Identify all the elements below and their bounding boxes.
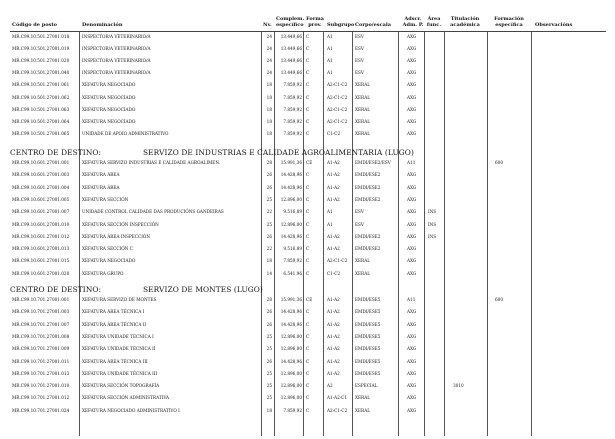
cell-complem: 12.896,00 xyxy=(280,333,302,339)
table-row xyxy=(0,82,615,91)
cell-corpo: EMDI/ESE5 xyxy=(355,297,381,302)
table-row xyxy=(0,70,615,79)
cell-code: MR.C99.10.601.27001.001 xyxy=(12,160,70,165)
cell-corpo: EMDI/ESE5 xyxy=(355,358,381,364)
cell-subgrupo: A1-A2 xyxy=(327,184,340,190)
cell-denominacion: INSPECTOR/A VETERINARIO/A xyxy=(82,58,151,64)
cell-subgrupo: A1-A2 xyxy=(327,333,340,339)
cell-subgrupo: A2-C1-C2 xyxy=(327,94,348,100)
cell-forma: C xyxy=(306,209,310,215)
cell-subgrupo: A2 xyxy=(327,383,333,389)
cell-complem: 7.859,92 xyxy=(283,106,302,112)
header-area: Área func. xyxy=(426,16,442,28)
cell-adscr: AXG xyxy=(407,309,417,315)
cell-forma: C xyxy=(306,34,310,39)
cell-adscr: AXG xyxy=(407,358,417,364)
cell-adscr: AXG xyxy=(407,130,417,136)
cell-complem: 7.859,92 xyxy=(283,258,302,264)
cell-nv: 25 xyxy=(266,395,272,401)
table-row xyxy=(0,197,615,206)
cell-corpo: EMDI/ESE2 xyxy=(355,172,381,178)
cell-corpo: EMDI/ESE2 xyxy=(355,184,381,190)
table-row xyxy=(0,371,615,380)
cell-code: MR.C99.10.601.27001.010 xyxy=(12,221,70,227)
cell-code: MR.C99.10.601.27001.012 xyxy=(12,233,70,239)
cell-formacion: 600 xyxy=(495,160,503,165)
cell-denominacion: INSPECTOR/A VETERINARIO/A xyxy=(82,70,151,76)
cell-complem: 14.428,96 xyxy=(280,358,302,364)
table-row xyxy=(0,46,615,55)
cell-subgrupo: A1 xyxy=(327,58,333,64)
cell-adscr: AXG xyxy=(407,70,417,76)
cell-code: MR.C99.10.701.27001.012 xyxy=(12,395,70,401)
table-row xyxy=(0,172,615,181)
table-row xyxy=(0,408,615,417)
cell-denominacion: XEFATURA SECCIÓN xyxy=(82,196,129,202)
cell-complem: 12.896,00 xyxy=(280,346,302,352)
cell-forma: C xyxy=(306,370,310,376)
cell-complem: 7.859,92 xyxy=(283,130,302,136)
header-titulacion: Titulación académica xyxy=(450,16,480,28)
cell-corpo: ESV xyxy=(355,58,364,64)
cell-forma: C xyxy=(306,233,310,239)
cell-complem: 6.541,96 xyxy=(283,270,302,276)
cell-nv: 24 xyxy=(266,58,272,64)
cell-denominacion: XEFATURA NEGOCIADO xyxy=(82,94,136,100)
cell-nv: 25 xyxy=(266,346,272,352)
cell-adscr: AXG xyxy=(407,407,417,413)
cell-denominacion: INSPECTOR/A VETERINARIO/A xyxy=(82,46,151,52)
cell-denominacion: XEFATURA NEGOCIADO xyxy=(82,118,136,124)
cell-nv: 18 xyxy=(266,130,272,136)
cell-nv: 18 xyxy=(266,106,272,112)
cell-corpo: XERAL xyxy=(355,106,370,112)
cell-nv: 22 xyxy=(266,209,272,215)
table-row xyxy=(0,334,615,343)
header-subgrupo: Subgrupo xyxy=(327,22,355,28)
cell-complem: 14.428,96 xyxy=(280,184,302,190)
cell-code: MR.C99.10.501.27001.063 xyxy=(12,106,70,112)
cell-forma: C xyxy=(306,46,310,52)
cell-adscr: AXG xyxy=(407,106,417,112)
cell-corpo: EMDI/ESE2 xyxy=(355,196,381,202)
cell-adscr: AXG xyxy=(407,346,417,352)
cell-nv: 25 xyxy=(266,196,272,202)
cell-forma: C xyxy=(306,118,310,124)
cell-corpo: ESV xyxy=(355,221,364,227)
cell-corpo: XERAL xyxy=(355,130,370,136)
header-complem: Complem. específico xyxy=(276,16,305,28)
cell-adscr: AXG xyxy=(407,258,417,264)
cell-code: MR.C99.10.601.27001.013 xyxy=(12,246,70,252)
cell-nv: 26 xyxy=(266,321,272,327)
cell-subgrupo: A1 xyxy=(327,209,333,215)
cell-subgrupo: A1 xyxy=(327,221,333,227)
table-row xyxy=(0,346,615,355)
cell-nv: 25 xyxy=(266,221,272,227)
cell-subgrupo: A1-A2 xyxy=(327,172,340,178)
cell-forma: C xyxy=(306,333,310,339)
header-observacions: Observacións xyxy=(535,22,573,28)
cell-nv: 14 xyxy=(266,270,272,276)
cell-corpo: XERAL xyxy=(355,118,370,124)
cell-complem: 14.428,96 xyxy=(280,172,302,178)
cell-complem: 12.896,00 xyxy=(280,221,302,227)
table-row xyxy=(0,234,615,243)
cell-forma: C xyxy=(306,70,310,76)
cell-denominacion: XEFATURA ÁREA TÉCNICA I xyxy=(82,309,145,315)
cell-subgrupo: A1-A2 xyxy=(327,321,340,327)
table-row xyxy=(0,34,615,43)
section-3-label: CENTRO DE DESTINO: xyxy=(10,285,102,294)
cell-forma: C xyxy=(306,94,310,100)
cell-denominacion: XEFATURA ÁREA xyxy=(82,184,120,190)
cell-nv: 18 xyxy=(266,82,272,88)
table-row xyxy=(0,395,615,404)
cell-subgrupo: A1-A2 xyxy=(327,246,340,252)
cell-code: MR.C99.10.701.27001.024 xyxy=(12,407,70,413)
cell-forma: C xyxy=(306,246,310,252)
cell-corpo: XERAL xyxy=(355,270,370,276)
cell-corpo: XERAL xyxy=(355,395,370,401)
cell-adscr: AXG xyxy=(407,321,417,327)
cell-adscr: AXG xyxy=(407,270,417,276)
header-forma: Forma prov. xyxy=(306,16,324,28)
cell-complem: 13.449,66 xyxy=(280,46,302,52)
cell-denominacion: INSPECTOR/A VETERINARIO/A xyxy=(82,34,151,39)
table-row xyxy=(0,131,615,140)
cell-nv: 25 xyxy=(266,333,272,339)
cell-complem: 15.991,36 xyxy=(280,297,302,302)
cell-code: MR.C99.10.701.27001.007 xyxy=(12,321,70,327)
cell-formacion: 600 xyxy=(495,297,503,302)
cell-denominacion: XEFATURA SERVIZO DE MONTES xyxy=(82,297,157,302)
cell-area: INS xyxy=(428,221,437,227)
cell-adscr: AXG xyxy=(407,82,417,88)
header-adscr: Adscr. Adm. P. xyxy=(402,16,424,28)
cell-denominacion: XEFATURA ÁREA xyxy=(82,172,120,178)
table-row xyxy=(0,246,615,255)
cell-nv: 22 xyxy=(266,246,272,252)
cell-corpo: EMDI/ESE5 xyxy=(355,370,381,376)
cell-forma: CE xyxy=(306,297,313,302)
header-formacion: Formación específica xyxy=(494,16,524,28)
cell-denominacion: XEFATURA NEGOCIADO xyxy=(82,82,136,88)
cell-denominacion: XEFATURA UNIDADE TÉCNICA II xyxy=(82,346,156,352)
cell-complem: 13.449,66 xyxy=(280,34,302,39)
cell-subgrupo: C1-C2 xyxy=(327,270,341,276)
cell-corpo: XERAL xyxy=(355,407,370,413)
cell-corpo: ESPECIAL xyxy=(355,383,378,389)
cell-area: INS xyxy=(428,233,437,239)
cell-adscr: AXG xyxy=(407,209,417,215)
header-denominacion: Denominación xyxy=(82,22,123,28)
cell-forma: C xyxy=(306,346,310,352)
cell-adscr: AXG xyxy=(407,233,417,239)
cell-adscr: AXG xyxy=(407,118,417,124)
cell-code: MR.C99.10.501.27001.064 xyxy=(12,118,70,124)
cell-adscr: AXG xyxy=(407,333,417,339)
table-row xyxy=(0,322,615,331)
cell-code: MR.C99.10.701.27001.003 xyxy=(12,309,70,315)
cell-code: MR.C99.10.501.27001.018 xyxy=(12,34,70,39)
section-2-label: CENTRO DE DESTINO: xyxy=(10,148,102,157)
cell-subgrupo: A2-C1-C2 xyxy=(327,82,348,88)
cell-forma: C xyxy=(306,321,310,327)
cell-forma: C xyxy=(306,196,310,202)
table-row xyxy=(0,297,615,306)
cell-subgrupo: A2-C1-C2 xyxy=(327,106,348,112)
cell-nv: 24 xyxy=(266,70,272,76)
cell-nv: 24 xyxy=(266,46,272,52)
cell-denominacion: XEFATURA ÁREA INSPECCIÓN xyxy=(82,233,151,239)
cell-denominacion: XEFATURA UNIDADE TÉCNICA I xyxy=(82,333,154,339)
table-row xyxy=(0,222,615,231)
cell-subgrupo: A1-A2 xyxy=(327,297,340,302)
cell-code: MR.C99.10.601.27001.015 xyxy=(12,258,70,264)
cell-denominacion: XEFATURA SERVIZO INDUSTRIAS E CALIDADE AGROALIMEN. xyxy=(82,160,221,165)
table-row xyxy=(0,185,615,194)
cell-code: MR.C99.10.701.27001.001 xyxy=(12,297,70,302)
cell-code: MR.C99.10.601.27001.005 xyxy=(12,196,70,202)
cell-adscr: AXG xyxy=(407,196,417,202)
cell-code: MR.C99.10.701.27001.013 xyxy=(12,370,70,376)
cell-denominacion: UNIDADE CONTROL CALIDADE DAS PRODUCIÓNS GANDEIRAS xyxy=(82,209,224,215)
cell-nv: 18 xyxy=(266,94,272,100)
cell-area: INS xyxy=(428,209,437,215)
cell-corpo: EMDI/ESE5 xyxy=(355,309,381,315)
cell-complem: 12.896,00 xyxy=(280,395,302,401)
cell-adscr: AXG xyxy=(407,370,417,376)
cell-denominacion: XEFATURA ÁREA TÉCNICA III xyxy=(82,358,148,364)
cell-complem: 13.449,66 xyxy=(280,70,302,76)
cell-forma: C xyxy=(306,383,310,389)
table-row xyxy=(0,160,615,169)
cell-forma: C xyxy=(306,309,310,315)
cell-code: MR.C99.10.501.27001.040 xyxy=(12,70,70,76)
table-row xyxy=(0,271,615,280)
cell-subgrupo: A1 xyxy=(327,70,333,76)
cell-adscr: AXG xyxy=(407,246,417,252)
cell-forma: C xyxy=(306,407,310,413)
cell-forma: C xyxy=(306,270,310,276)
cell-complem: 12.896,00 xyxy=(280,196,302,202)
cell-nv: 26 xyxy=(266,233,272,239)
cell-nv: 26 xyxy=(266,358,272,364)
cell-complem: 14.428,96 xyxy=(280,309,302,315)
cell-corpo: ESV xyxy=(355,209,364,215)
cell-subgrupo: A2-C1-C2 xyxy=(327,118,348,124)
cell-complem: 14.428,96 xyxy=(280,233,302,239)
cell-nv: 25 xyxy=(266,370,272,376)
cell-code: MR.C99.10.501.27001.062 xyxy=(12,94,70,100)
cell-corpo: ESV xyxy=(355,34,364,39)
cell-titulacion: 3010 xyxy=(453,383,464,389)
cell-adscr: AXG xyxy=(407,94,417,100)
cell-subgrupo: A1-A2 xyxy=(327,358,340,364)
cell-nv: 24 xyxy=(266,34,272,39)
header-codigo: Código de posto xyxy=(12,22,57,28)
table-row xyxy=(0,107,615,116)
cell-corpo: EMDI/ESE5 xyxy=(355,321,381,327)
cell-complem: 7.859,92 xyxy=(283,94,302,100)
cell-forma: C xyxy=(306,172,310,178)
section-2-name: SERVIZO DE INDUSTRIAS E CALIDADE AGROALIMENTARIA (LUGO) xyxy=(143,148,414,157)
cell-denominacion: UNIDADE DE APOIO ADMINISTRATIVO xyxy=(82,130,169,136)
cell-adscr: AXG xyxy=(407,184,417,190)
cell-subgrupo: A1-A2 xyxy=(327,346,340,352)
cell-forma: CE xyxy=(306,160,313,165)
cell-forma: C xyxy=(306,221,310,227)
cell-corpo: EMDI/ESE5 xyxy=(355,333,381,339)
cell-corpo: XERAL xyxy=(355,94,370,100)
cell-complem: 12.896,00 xyxy=(280,370,302,376)
section-3-name: SERVIZO DE MONTES (LUGO) xyxy=(143,285,263,294)
cell-code: MR.C99.10.701.27001.011 xyxy=(12,358,70,364)
cell-nv: 18 xyxy=(266,118,272,124)
cell-corpo: EMDI/ESE2/ESV xyxy=(355,160,391,165)
cell-forma: C xyxy=(306,184,310,190)
cell-adscr: AXG xyxy=(407,34,417,39)
cell-forma: C xyxy=(306,82,310,88)
cell-forma: C xyxy=(306,358,310,364)
cell-complem: 9.516,89 xyxy=(283,246,302,252)
cell-denominacion: XEFATURA SECCIÓN INSPECCIÓN xyxy=(82,221,159,227)
cell-complem: 9.516,89 xyxy=(283,209,302,215)
cell-subgrupo: A1-A2 xyxy=(327,370,340,376)
header-nv: Nv. xyxy=(263,22,272,28)
cell-code: MR.C99.10.701.27001.010 xyxy=(12,383,70,389)
cell-adscr: AXG xyxy=(407,172,417,178)
cell-denominacion: XEFATURA GRUPO xyxy=(82,270,124,276)
cell-subgrupo: C1-C2 xyxy=(327,130,341,136)
cell-corpo: ESV xyxy=(355,46,364,52)
cell-subgrupo: A1 xyxy=(327,34,333,39)
cell-complem: 7.859,92 xyxy=(283,118,302,124)
cell-complem: 13.449,66 xyxy=(280,58,302,64)
cell-adscr: AXG xyxy=(407,46,417,52)
table-row xyxy=(0,309,615,318)
cell-code: MR.C99.10.601.27001.004 xyxy=(12,184,70,190)
cell-forma: C xyxy=(306,58,310,64)
cell-forma: C xyxy=(306,106,310,112)
cell-code: MR.C99.10.501.27001.065 xyxy=(12,130,70,136)
cell-adscr: AXG xyxy=(407,221,417,227)
cell-denominacion: XEFATURA NEGOCIADO xyxy=(82,258,136,264)
cell-forma: C xyxy=(306,130,310,136)
cell-subgrupo: A2-C1-C2 xyxy=(327,258,348,264)
table-row xyxy=(0,209,615,218)
cell-denominacion: XEFATURA ÁREA TÉCNICA II xyxy=(82,321,147,327)
cell-subgrupo: A1-A2 xyxy=(327,309,340,315)
cell-adscr: AXG xyxy=(407,58,417,64)
cell-code: MR.C99.10.501.27001.061 xyxy=(12,82,70,88)
cell-corpo: ESV xyxy=(355,70,364,76)
cell-nv: 28 xyxy=(266,160,272,165)
cell-corpo: EMDI/ESE5 xyxy=(355,346,381,352)
cell-subgrupo: A1 xyxy=(327,46,333,52)
cell-nv: 26 xyxy=(266,172,272,178)
cell-complem: 12.896,00 xyxy=(280,383,302,389)
cell-subgrupo: A2-C1-C2 xyxy=(327,407,348,413)
cell-denominacion: XEFATURA SECCIÓN C xyxy=(82,246,133,252)
cell-corpo: EMDI/ESE2 xyxy=(355,233,381,239)
cell-code: MR.C99.10.601.27001.003 xyxy=(12,172,70,178)
cell-subgrupo: A1-A2 xyxy=(327,196,340,202)
cell-subgrupo: A1-A2 xyxy=(327,233,340,239)
cell-subgrupo: A1-A2-C1 xyxy=(327,395,348,401)
cell-code: MR.C99.10.601.27001.020 xyxy=(12,270,70,276)
table-row xyxy=(0,95,615,104)
cell-code: MR.C99.10.501.27001.020 xyxy=(12,58,70,64)
cell-denominacion: XEFATURA NEGOCIADO xyxy=(82,106,136,112)
table-row xyxy=(0,383,615,392)
cell-code: MR.C99.10.701.27001.009 xyxy=(12,346,70,352)
cell-denominacion: XEFATURA SECCIÓN TOPOGRAFÍA xyxy=(82,383,160,389)
cell-nv: 26 xyxy=(266,184,272,190)
table-row xyxy=(0,359,615,368)
header-corpo: Corpo/escala xyxy=(355,22,392,28)
cell-nv: 18 xyxy=(266,258,272,264)
cell-nv: 28 xyxy=(266,297,272,302)
cell-adscr: A11 xyxy=(407,160,416,165)
cell-nv: 25 xyxy=(266,383,272,389)
cell-forma: C xyxy=(306,258,310,264)
cell-forma: C xyxy=(306,395,310,401)
cell-code: MR.C99.10.501.27001.019 xyxy=(12,46,70,52)
cell-denominacion: XEFATURA NEGOCIADO ADMINISTRATIVO I xyxy=(82,407,180,413)
cell-corpo: XERAL xyxy=(355,82,370,88)
cell-code: MR.C99.10.701.27001.008 xyxy=(12,333,70,339)
cell-adscr: AXG xyxy=(407,383,417,389)
cell-corpo: EMDI/ESE2 xyxy=(355,246,381,252)
table-row xyxy=(0,258,615,267)
cell-complem: 7.859,92 xyxy=(283,82,302,88)
cell-code: MR.C99.10.601.27001.007 xyxy=(12,209,70,215)
cell-corpo: XERAL xyxy=(355,258,370,264)
header-rule xyxy=(10,31,606,32)
cell-adscr: A11 xyxy=(407,297,416,302)
cell-denominacion: XEFATURA SECCIÓN ADMINISTRATIVA xyxy=(82,395,170,401)
cell-subgrupo: A1-A2 xyxy=(327,160,340,165)
cell-complem: 14.428,96 xyxy=(280,321,302,327)
table-row xyxy=(0,58,615,67)
table-row xyxy=(0,119,615,128)
cell-complem: 7.859,92 xyxy=(283,407,302,413)
cell-nv: 18 xyxy=(266,407,272,413)
cell-nv: 26 xyxy=(266,309,272,315)
cell-adscr: AXG xyxy=(407,395,417,401)
cell-complem: 15.991,36 xyxy=(280,160,302,165)
cell-denominacion: XEFATURA UNIDADE TÉCNICA III xyxy=(82,370,158,376)
